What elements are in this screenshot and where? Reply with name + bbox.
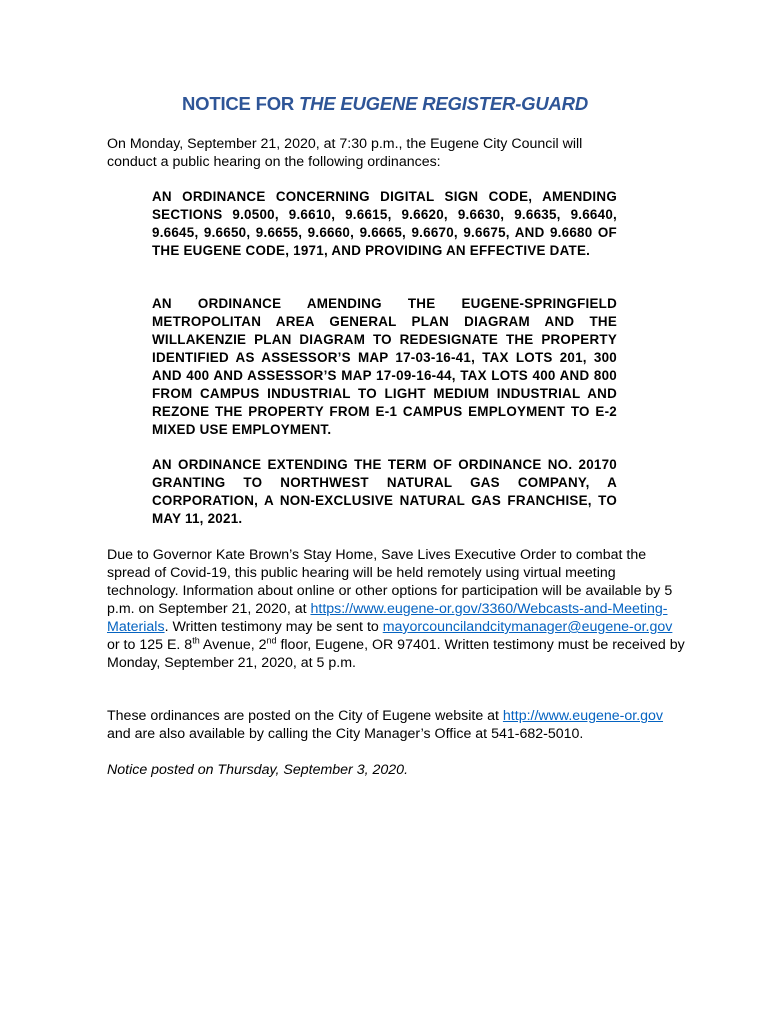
notice-title (0, 93, 770, 115)
address-text-2: Avenue, 2 (199, 637, 267, 653)
phone-text: and are also available by calling the City Manager’s Office at 541-682-5010. (107, 726, 584, 742)
address-text-3: floor, Eugene, OR 97401. Written testimony must be received by Monday, September 21, 2020, at 5 p.m. (107, 637, 685, 671)
remote-hearing-paragraph (107, 546, 685, 672)
council-email-link[interactable]: mayorcouncilandcitymanager@eugene-or.gov (382, 619, 673, 635)
webcasts-link[interactable]: https://www.eugene-or.gov/3360/Webcasts-and-Meeting-Materials (107, 601, 668, 635)
intro-paragraph: On Monday, September 21, 2020, at 7:30 p.m., the Eugene City Council will conduct a public hearing on the following ordinances: (107, 136, 583, 170)
ordinal-nd: nd (266, 635, 277, 646)
testimony-text: . Written testimony may be sent to (164, 619, 383, 635)
remote-hearing-text: Due to Governor Kate Brown’s Stay Home, Save Lives Executive Order to combat the spread of Covid-19, this public hearing will be held remotely using virtual meeting technology. Information about online or other options for participation will be available by 5 p.m. on September 21, 2020, at (107, 547, 673, 617)
ordinance-gas-franchise-extension: AN ORDINANCE EXTENDING THE TERM OF ORDINANCE NO. 20170 GRANTING TO NORTHWEST NATURAL GAS COMPANY, A CORPORATION, A NON-EXCLUSIVE NATURAL GAS FRANCHISE, TO MAY 11, 2021. (152, 457, 617, 526)
ordinance-plan-diagram-amendment: AN ORDINANCE AMENDING THE EUGENE-SPRINGFIELD METROPOLITAN AREA GENERAL PLAN DIAGRAM AND THE WILLAKENZIE PLAN DIAGRAM TO REDESIGNATE THE PROPERTY IDENTIFIED AS ASSESSOR’S MAP 17-03-16-41, TAX LOTS 201, 300 AND 400 AND ASSESSOR’S MAP 17-09-16-44, TAX LOTS 400 AND 800 FROM CAMPUS INDUSTRIAL TO LIGHT MEDIUM INDUSTRIAL AND REZONE THE PROPERTY FROM E-1 CAMPUS EMPLOYMENT TO E-2 MIXED USE EMPLOYMENT. (152, 296, 617, 437)
posted-text: These ordinances are posted on the City of Eugene website at (107, 708, 503, 724)
address-text: or to 125 E. 8 (107, 637, 193, 653)
city-website-link[interactable]: http://www.eugene-or.gov (502, 708, 664, 724)
ordinance-digital-sign-code: AN ORDINANCE CONCERNING DIGITAL SIGN CODE, AMENDING SECTIONS 9.0500, 9.6610, 9.6615, 9.6620, 9.6630, 9.6635, 9.6640, 9.6645, 9.6650, 9.6655, 9.6660, 9.6665, 9.6670, 9.6675, AND 9.6680 OF THE EUGENE CODE, 1971, AND PROVIDING AN EFFECTIVE DATE. (152, 189, 617, 258)
ordinal-th: th (192, 635, 200, 646)
posted-ordinances-paragraph (107, 707, 685, 743)
title-prefix: NOTICE FOR (182, 93, 300, 114)
publication-name: THE EUGENE REGISTER-GUARD (299, 93, 588, 114)
posted-date-note: Notice posted on Thursday, September 3, 2020. (107, 762, 409, 778)
